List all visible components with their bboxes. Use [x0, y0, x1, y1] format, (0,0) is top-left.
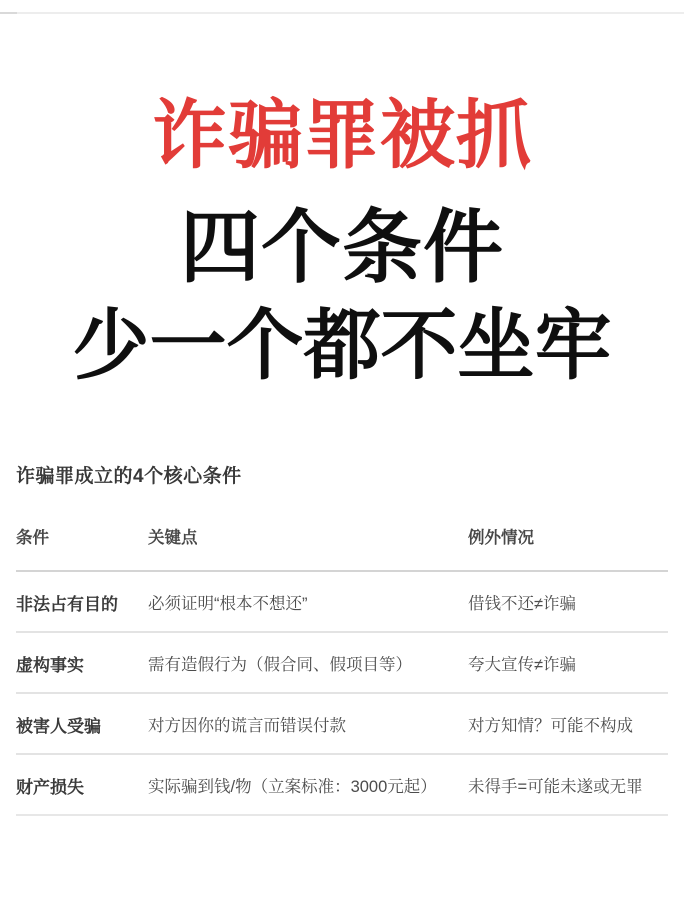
row-key-point: 需有造假行为（假合同、假项目等） — [148, 656, 412, 675]
row-exception: 对方知情？可能不构成 — [468, 717, 633, 736]
row-key-point: 对方因你的谎言而错误付款 — [148, 717, 346, 736]
table-header-key-point: 关键点 — [148, 529, 198, 548]
hero-title-red: 诈骗罪被抓 — [151, 93, 532, 177]
table-row — [16, 633, 668, 692]
table-header-exception: 例外情况 — [468, 529, 534, 548]
row-condition: 非法占有目的 — [16, 595, 118, 615]
hero-section — [0, 0, 684, 390]
table-row — [16, 694, 668, 753]
top-divider — [0, 12, 684, 14]
table-row — [16, 572, 668, 631]
row-condition: 被害人受骗 — [16, 717, 101, 737]
row-key-point: 实际骗到钱/物（立案标准：3000元起） — [148, 778, 437, 797]
row-condition: 虚构事实 — [16, 656, 84, 676]
row-condition: 财产损失 — [16, 778, 84, 798]
row-key-point: 必须证明“根本不想还” — [148, 595, 308, 614]
conditions-table — [16, 524, 668, 816]
table-bottom-divider — [16, 814, 668, 816]
content-section — [0, 461, 684, 816]
top-divider-left-segment — [0, 12, 17, 14]
table-row — [16, 755, 668, 814]
table-header-condition: 条件 — [16, 529, 49, 548]
hero-subtitle-line1: 四个条件 — [180, 203, 504, 293]
row-exception: 夸大宣传≠诈骗 — [468, 656, 577, 675]
row-exception: 未得手=可能未遂或无罪 — [468, 778, 643, 797]
hero-subtitle-line2: 少一个都不坐牢 — [72, 303, 612, 390]
table-header-row — [16, 524, 668, 570]
row-exception: 借钱不还≠诈骗 — [468, 595, 577, 614]
section-heading: 诈骗罪成立的4个核心条件 — [16, 466, 242, 488]
